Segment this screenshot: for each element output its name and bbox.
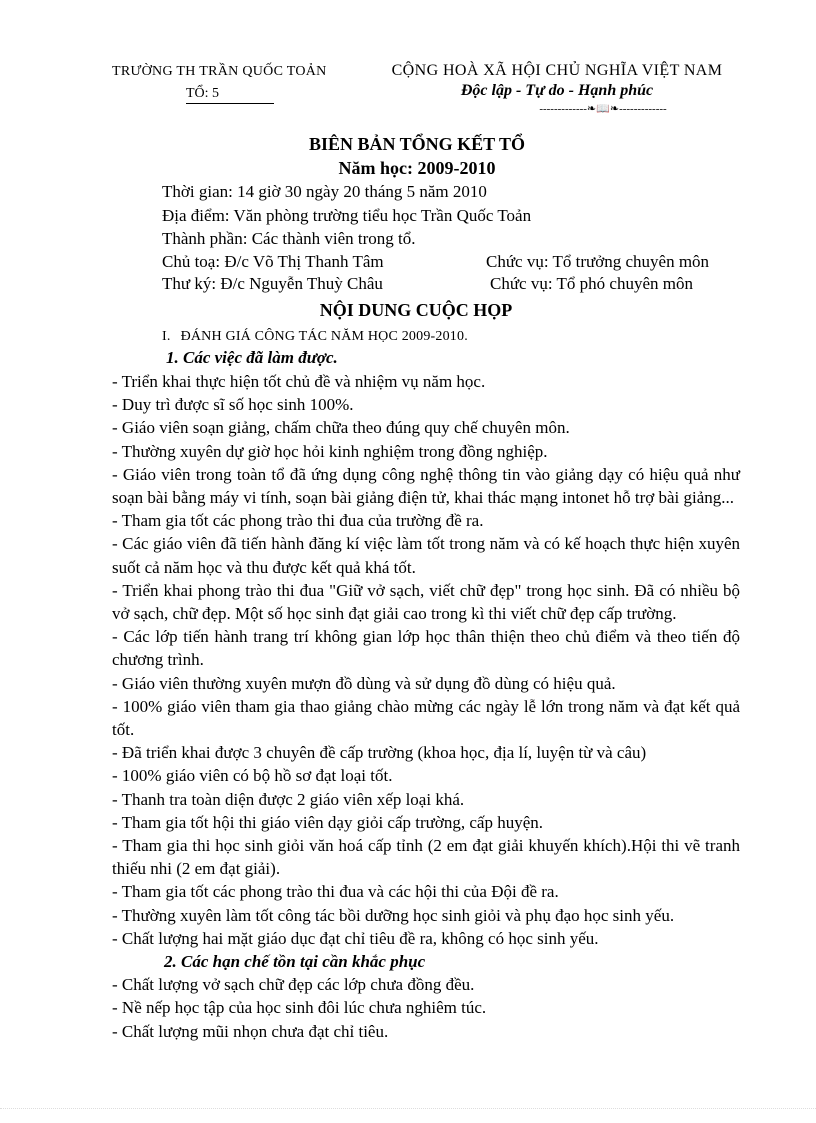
chair-role: Chức vụ: Tổ trưởng chuyên môn (486, 252, 710, 271)
list-item: - Đã triển khai được 3 chuyên đề cấp trường (khoa học, địa lí, luyện từ và câu) (112, 743, 647, 763)
country-name: CỘNG HOÀ XÃ HỘI CHỦ NGHĨA VIỆT NAM (391, 62, 723, 79)
meeting-secretary: Thư ký: Đ/c Nguyễn Thuỳ Châu (162, 274, 383, 293)
school-name: TRƯỜNG TH TRẦN QUỐC TOẢN (112, 64, 327, 79)
meeting-time: Thời gian: 14 giờ 30 ngày 20 tháng 5 năm 2010 (162, 182, 487, 201)
list-item: - Duy trì được sĩ số học sinh 100%. (112, 395, 354, 415)
page-bottom-border (0, 1108, 816, 1109)
ornament-divider: -------------❧📖❧------------- (539, 103, 667, 115)
list-item: - Triển khai phong trào thi đua "Giữ vở sạch, viết chữ đẹp" trong học sinh. Đã có nhiều bộ vở sạch, chữ đẹp. Một số học sinh đạt giải cao trong kì thi viết chữ đẹp cấp trường. (112, 580, 740, 624)
list-item: - Chất lượng hai mặt giáo dục đạt chỉ tiêu đề ra, không có học sinh yếu. (112, 928, 599, 948)
national-motto: Độc lập - Tự do - Hạnh phúc (460, 82, 654, 99)
school-year: Năm học: 2009-2010 (338, 158, 496, 178)
secretary-role: Chức vụ: Tổ phó chuyên môn (490, 274, 693, 293)
meeting-members: Thành phần: Các thành viên trong tổ. (162, 229, 416, 248)
section-number: I. (162, 329, 171, 344)
list-item: - Chất lượng vở sạch chữ đẹp các lớp chưa đồng đều. (112, 975, 475, 995)
group-line (112, 86, 352, 102)
list-item: - Thường xuyên dự giờ học hỏi kinh nghiệm trong đồng nghiệp. (112, 441, 548, 461)
list-item: - Tham gia tốt các phong trào thi đua của trường đề ra. (112, 511, 484, 531)
list-item: - Các lớp tiến hành trang trí không gian lớp học thân thiện theo chủ điểm và theo tiến độ chương trình. (112, 627, 740, 670)
list-item: - 100% giáo viên tham gia thao giảng chào mừng các ngày lễ lớn trong năm và đạt kết quả tốt. (112, 696, 740, 740)
meeting-chair: Chủ toạ: Đ/c Võ Thị Thanh Tâm (162, 252, 384, 271)
list-item: - Tham gia thi học sinh giỏi văn hoá cấp tỉnh (2 em đạt giải khuyến khích).Hội thi vẽ tranh thiếu nhi (2 em đạt giải). (112, 836, 740, 879)
list-item: - Triển khai thực hiện tốt chủ đề và nhiệm vụ năm học. (112, 372, 486, 391)
list-item: - 100% giáo viên có bộ hồ sơ đạt loại tốt. (112, 766, 393, 786)
list-item: - Giáo viên trong toàn tổ đã ứng dụng công nghệ thông tin vào giảng dạy có hiệu quả như soạn bài bằng máy vi tính, soạn bài giảng điện tử, khai thác mạng intonet hỗ trợ bài giảng... (112, 464, 740, 508)
list-item: - Giáo viên soạn giảng, chấm chữa theo đúng quy chế chuyên môn. (112, 418, 570, 438)
group-underline (186, 103, 274, 104)
list-item: - Thường xuyên làm tốt công tác bồi dưỡng học sinh giỏi và phụ đạo học sinh yếu. (112, 905, 675, 925)
document-title: BIÊN BẢN TỔNG KẾT TỔ (308, 134, 526, 154)
subsection-achievements-title: 1. Các việc đã làm được. (166, 348, 338, 367)
group-label: TỔ: 5 (186, 86, 220, 101)
header-right (372, 62, 742, 115)
list-item: - Tham gia tốt hội thi giáo viên dạy giỏi cấp trường, cấp huyện. (112, 812, 543, 832)
subsection-limits-title: 2. Các hạn chế tồn tại cần khắc phục (164, 952, 426, 972)
list-item: - Chất lượng mũi nhọn chưa đạt chỉ tiêu. (112, 1021, 389, 1041)
list-item: - Tham gia tốt các phong trào thi đua và các hội thi của Đội đề ra. (112, 882, 559, 902)
list-item: - Giáo viên thường xuyên mượn đồ dùng và sử dụng đồ dùng có hiệu quả. (112, 673, 616, 693)
list-item: - Thanh tra toàn diện được 2 giáo viên xếp loại khá. (112, 789, 465, 809)
header-left (112, 64, 352, 102)
list-item: - Nề nếp học tập của học sinh đôi lúc chưa nghiêm túc. (112, 998, 487, 1018)
meeting-place: Địa điểm: Văn phòng trường tiểu học Trần Quốc Toản (162, 206, 532, 225)
content-title: NỘI DUNG CUỘC HỌP (319, 300, 513, 320)
section-heading (162, 329, 468, 345)
list-item: - Các giáo viên đã tiến hành đăng kí việc làm tốt trong năm và có kế hoạch thực hiện xuyên suốt cả năm học và thu được kết quả khá tốt. (112, 534, 740, 577)
report-body (112, 370, 740, 1043)
section-title: ĐÁNH GIÁ CÔNG TÁC NĂM HỌC 2009-2010. (180, 329, 468, 344)
